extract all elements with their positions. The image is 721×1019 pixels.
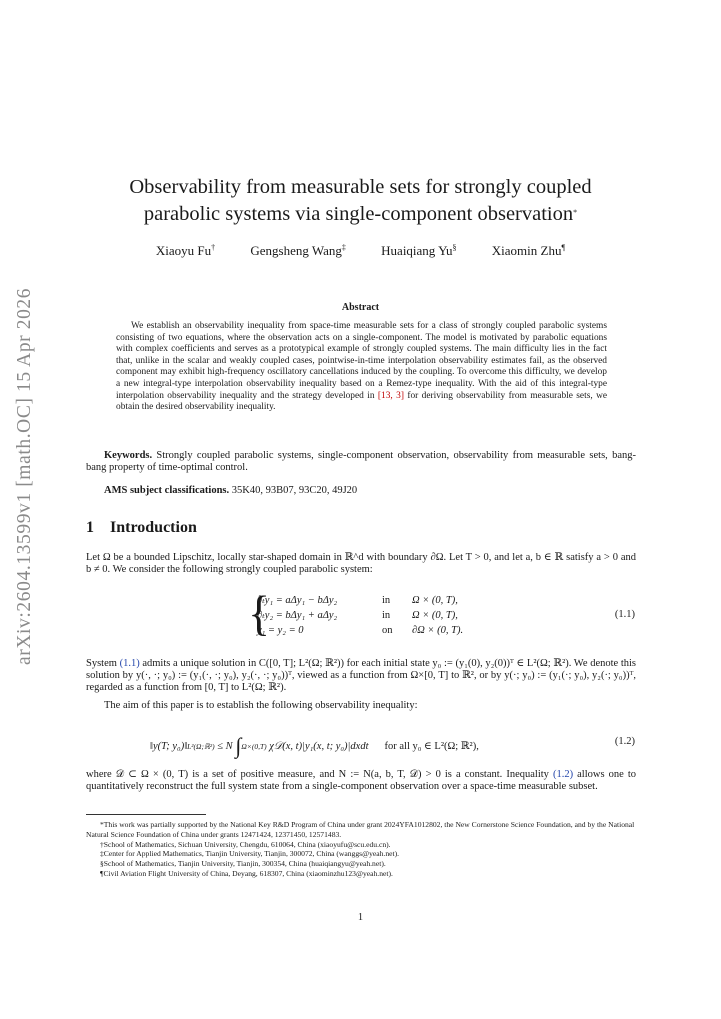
inequality-quantifier: for all y₀ ∈ L²(Ω; ℝ²),	[384, 741, 479, 752]
section-title: Introduction	[110, 519, 197, 536]
equation-domain: Ω × (0, T),	[412, 610, 458, 621]
author-3	[381, 243, 456, 259]
abstract-citation-link[interactable]: [13, 3]	[377, 390, 404, 401]
author-list	[0, 243, 721, 259]
equation-system	[248, 586, 464, 641]
equation-row	[257, 593, 463, 608]
equation-domain: ∂Ω × (0, T).	[412, 625, 464, 636]
ams-text: 35K40, 93B07, 93C20, 49J20	[229, 485, 358, 496]
page-number: 1	[357, 912, 364, 923]
keywords	[86, 450, 636, 474]
abstract-body	[116, 321, 607, 414]
equation-lhs: ∂ₜy₁ = aΔy₁ − bΔy₂	[257, 595, 338, 606]
author-footnote-mark[interactable]: ¶	[561, 243, 566, 252]
equation-lhs: ∂ₜy₂ = bΔy₁ + aΔy₂	[257, 610, 338, 621]
author-name: Xiaoyu Fu	[155, 243, 212, 258]
observability-inequality	[150, 733, 479, 759]
author-footnote-mark[interactable]: †	[211, 243, 216, 252]
inequality-lhs: ‖y(T; y₀)‖	[150, 741, 188, 752]
intro-paragraph-2	[86, 658, 636, 694]
intro-paragraph-3: The aim of this paper is to establish the following observability inequality:	[104, 700, 418, 711]
equation-lhs: y₁ = y₂ = 0	[257, 625, 304, 636]
abstract-text-end: for deriving observability from measurable sets, we obtain the desired observability inequality.	[116, 390, 608, 413]
inequality-lhs-norm: L²(Ω;ℝ²)	[187, 742, 215, 751]
author-name: Xiaomin Zhu	[491, 243, 562, 258]
equation-reference-link[interactable]: (1.2)	[552, 769, 574, 780]
footnote-affiliation: †School of Mathematics, Sichuan University, Chengdu, 610064, China (xiaoyufu@scu.edu.cn).	[100, 839, 391, 849]
intro-paragraph-4	[86, 769, 636, 793]
footnote-rule	[86, 814, 206, 815]
para4-text-rest: allows one to quantitatively reconstruct the full system state from a single-component observation over a space-time measurable subset.	[86, 769, 636, 792]
arxiv-identifier-stamp: arXiv:2604.13599v1 [math.OC] 15 Apr 2026	[14, 287, 35, 665]
integral-sign: ∫	[235, 733, 242, 758]
equation-number-1-1: (1.1)	[614, 609, 635, 620]
equation-reference-link[interactable]: (1.1)	[119, 658, 140, 669]
footnote-affiliation: ‡Center for Applied Mathematics, Tianjin University, Tianjin, 300072, China (wanggs@yeah.net).	[100, 849, 400, 859]
footnote-funding: *This work was partially supported by the National Key R&D Program of China under grant 2024YFA1012802, the New Cornerstone Science Foundation, and by the National Natural Science Foundation of China under grants 12471424, 12371450, 12571483.	[86, 820, 635, 839]
author-name: Gengsheng Wang	[250, 243, 342, 258]
para2-text: System	[86, 658, 120, 669]
ams-classification	[86, 485, 654, 497]
footnotes	[86, 820, 636, 879]
keywords-text: Strongly coupled parabolic systems, single-component observation, observability from measurable sets, bang-bang property of time-optimal control.	[86, 450, 636, 473]
abstract-text: We establish an observability inequality from space-time measurable sets for a class of strongly coupled parabolic systems consisting of two equations, where the observation acts on a single-component. The model is motivated by parabolic equations with complex coefficients and serves as a prototypical example of strongly coupled systems. The main difficulty lies in the fact that, unlike in the scalar and weakly coupled cases, pointwise-in-time interpolation observability estimates fail, as the observed component may exhibit high-frequency oscillatory cancellations induced by the coupling. To overcome this difficulty, we develop a new integral-type interpolation observability inequality based on a Remez-type inequality. With the aid of this integral-type interpolation observability inequality and the strategy developed in	[116, 321, 607, 401]
footnote-affiliation: ¶Civil Aviation Flight University of China, Deyang, 618307, China (xiaominzhu123@yeah.net).	[100, 868, 393, 878]
author-2	[250, 243, 346, 259]
title-line-2-text: parabolic systems via single-component observation	[143, 203, 574, 225]
inequality-bound: ≤ N	[214, 741, 236, 752]
inequality-rhs: χ𝒟(x, t)|y₁(x, t; y₀)|dxdt	[266, 741, 369, 752]
ams-label: AMS subject classifications.	[104, 485, 230, 496]
section-heading	[86, 519, 197, 537]
title-line-2	[0, 201, 721, 228]
paper-title	[0, 174, 721, 228]
equation-row	[257, 623, 463, 638]
author-footnote-mark[interactable]: §	[452, 243, 457, 252]
author-footnote-mark[interactable]: ‡	[341, 243, 346, 252]
intro-paragraph-1: Let Ω be a bounded Lipschitz, locally star-shaped domain in ℝ^d with boundary ∂Ω. Let T > 0, and let a, b ∈ ℝ satisfy a > 0 and b ≠ 0. We consider the following strongly coupled parabolic system:	[86, 552, 636, 575]
para4-text: where 𝒟 ⊂ Ω × (0, T) is a set of positive measure, and N := N(a, b, T, 𝒟) > 0 is a constant. Inequality	[86, 769, 553, 780]
abstract-heading: Abstract	[341, 302, 380, 313]
title-line-1: Observability from measurable sets for strongly coupled	[129, 176, 592, 198]
equation-domain: Ω × (0, T),	[412, 595, 458, 606]
author-name: Huaiqiang Yu	[381, 243, 453, 258]
keywords-label: Keywords.	[104, 450, 153, 461]
equation-connector: in	[382, 595, 391, 606]
equation-row	[257, 608, 463, 623]
author-1	[156, 243, 215, 259]
para2-text-rest: admits a unique solution in C([0, T]; L²(Ω; ℝ²)) for each initial state y₀ := (y₁(0), y₂(0))ᵀ ∈ L²(Ω; ℝ²). We denote this solution by y(·, ·; y₀) := (y₁(·, ·; y₀), y₂(·, ·; y₀))ᵀ, viewed as a function from Ω×[0, T] to ℝ², or by y(·; y₀) := (y₁(·; y₀), y₂(·; y₀))ᵀ, regarded as a function from [0, T] to L²(Ω; ℝ²).	[86, 658, 636, 693]
title-footnote-mark[interactable]: *	[573, 208, 578, 217]
footnote-affiliation: §School of Mathematics, Tianjin University, Tianjin, 300354, China (huaiqiangyu@yeah.net).	[100, 859, 386, 869]
section-number: 1	[86, 519, 94, 536]
left-brace: {	[248, 586, 271, 641]
author-4	[492, 243, 565, 259]
equation-number-1-2: (1.2)	[614, 736, 635, 747]
equation-connector: on	[382, 625, 393, 636]
equation-connector: in	[382, 610, 391, 621]
integral-domain: Ω×(0,T)	[241, 742, 267, 751]
